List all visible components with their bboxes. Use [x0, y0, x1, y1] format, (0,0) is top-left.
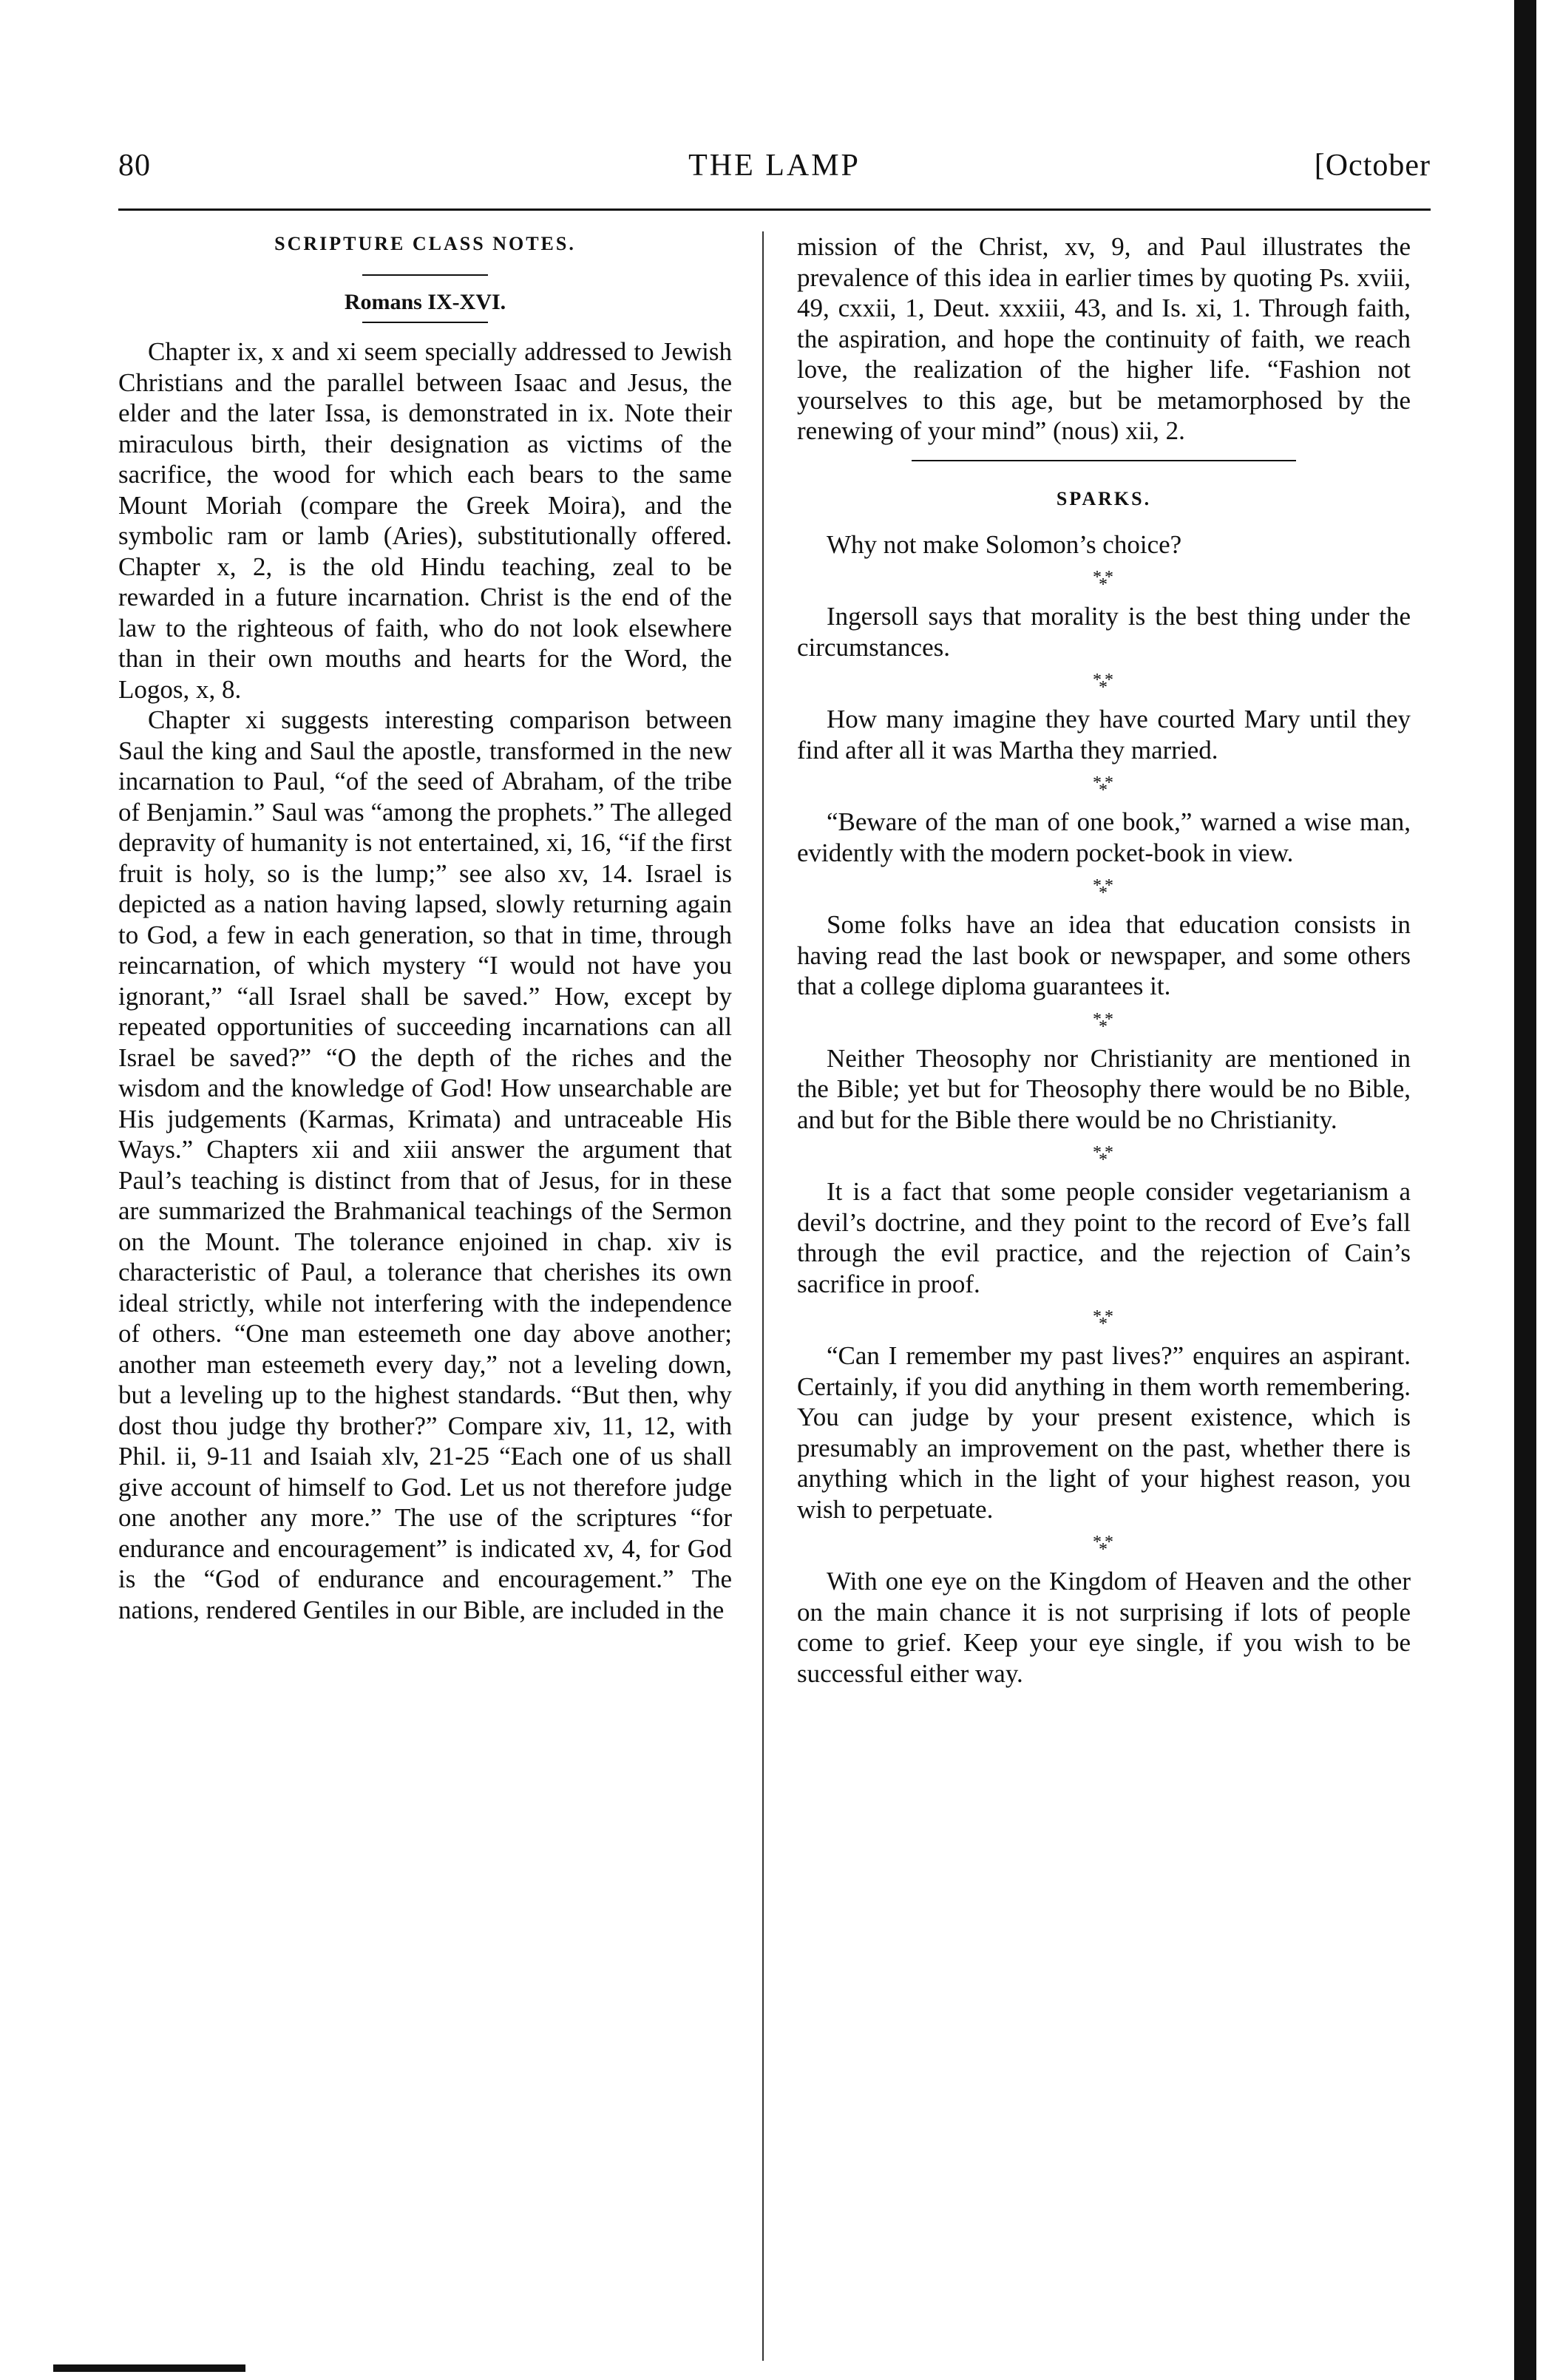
- bottom-edge-rule: [53, 2364, 245, 2372]
- paragraph: Chapter ix, x and xi seem specially addressed to Jewish Christians and the parallel between Isaac and Jesus, the elder and the later Issa, is demonstrated in ix. Note their miraculous birth, their designation as victims of the sacrifice, the wood for which each bears to the same Mount Moriah (compare the Greek Moira), and the symbolic ram or lamb (Aries), substitutionally offered. Chapter x, 2, is the old Hindu teaching, zeal to be rewarded in a future incarnation. Christ is the end of the law to the righteous of faith, who do not look elsewhere than in their own mouths and hearts for the Word, the Logos, x, 8.: [118, 337, 732, 704]
- section-subheading-romans: Romans IX-XVI.: [344, 290, 506, 314]
- asterism-separator: ***: [1093, 876, 1115, 903]
- spark-item: [797, 909, 1411, 1002]
- issue-month: [October: [1314, 149, 1431, 183]
- spark-text: With one eye on the Kingdom of Heaven and the other on the main chance it is not surprising if lots of people come to grief. Keep your eye single, if you wish to be successful either way.: [797, 1567, 1411, 1688]
- spark-item: [797, 704, 1411, 765]
- asterism-separator: ***: [1093, 1533, 1115, 1559]
- right-column: [797, 231, 1411, 1689]
- spark-text: “Can I remember my past lives?” enquires an aspirant. Certainly, if you did anything in them worth remembering. You can judge by your present existence, which is presumably an improvement on the past, whether there is anything which in the light of your highest reason, you wish to perpetuate.: [797, 1341, 1411, 1524]
- asterism-separator: ***: [1093, 1143, 1115, 1170]
- heading-rule: [362, 274, 488, 276]
- spark-text: “Beware of the man of one book,” warned a wise man, evidently with the modern pocket-book in view.: [797, 807, 1411, 867]
- spark-text: How many imagine they have courted Mary until they find after all it was Martha they married.: [797, 705, 1411, 764]
- spark-item: [797, 1340, 1411, 1525]
- spark-item: [797, 807, 1411, 868]
- section-heading-scripture: SCRIPTURE CLASS NOTES.: [274, 233, 576, 254]
- journal-title: THE LAMP: [688, 149, 861, 183]
- section-heading-sparks: SPARKS.: [1056, 487, 1152, 509]
- spark-text: Ingersoll says that morality is the best thing under the circumstances.: [797, 602, 1411, 662]
- asterism-separator: ***: [1093, 1009, 1115, 1037]
- subheading-rule: [362, 322, 488, 323]
- asterism-separator: ***: [1093, 773, 1115, 800]
- spark-item: [797, 601, 1411, 662]
- section-rule: [912, 460, 1296, 461]
- paragraph: Chapter xi suggests interesting comparison between Saul the king and Saul the apostle, transformed in the new incarnation to Paul, “of the seed of Abraham, of the tribe of Benjamin.” Saul was “among the prophets.” The alleged depravity of humanity is not entertained, xi, 16, “if the first fruit is holy, so is the lump;” see also xv, 14. Israel is depicted as a nation having lapsed, slowly returning again to God, a few in each generation, so that in time, through reincarnation, of which mystery “I would not have you ignorant,” “all Israel shall be saved.” How, except by repeated opportunities of succeeding incarnations can all Israel be saved?” “O the depth of the riches and the wisdom and the knowledge of God! How unsearchable are His judgements (Karmas, Krimata) and untraceable His Ways.” Chapters xii and xiii answer the argument that Paul’s teaching is distinct from that of Jesus, for in these are summarized the Brahmanical teachings of the Sermon on the Mount. The tolerance enjoined in chap. xiv is characteristic of Paul, a tolerance that cherishes its own ideal strictly, while not interfering with the independence of others. “One man esteemeth one day above another; another man esteemeth every day,” not a leveling down, but a leveling up to the highest standards. “But then, why dost thou judge thy brother?” Compare xiv, 11, 12, with Phil. ii, 9-11 and Isaiah xlv, 21-25 “Each one of us shall give account of himself to God. Let us not therefore judge one another any more.” The use of the scriptures “for endurance and encouragement” is indicated xv, 4, for God is the “God of endurance and encouragement.” The nations, rendered Gentiles in our Bible, are included in the: [118, 705, 732, 1624]
- asterism-separator: ***: [1093, 671, 1115, 697]
- spark-item: [797, 1176, 1411, 1299]
- spark-text: Neither Theosophy nor Christianity are mentioned in the Bible; yet but for Theosophy there would be no Bible, and but for the Bible there would be no Christianity.: [797, 1043, 1411, 1134]
- spark-text: It is a fact that some people consider vegetarianism a devil’s doctrine, and they point to the record of Eve’s fall through the evil practice, and the rejection of Cain’s sacrifice in proof.: [797, 1177, 1411, 1298]
- spark-item: [797, 1566, 1411, 1689]
- page-number: 80: [118, 149, 151, 183]
- column-divider: [762, 231, 764, 2361]
- asterism-separator: ***: [1093, 1307, 1115, 1334]
- spark-item: [797, 1043, 1411, 1136]
- left-column: [118, 231, 732, 1625]
- spark-item: [797, 529, 1411, 560]
- asterism-separator: ***: [1093, 568, 1115, 594]
- scan-edge-bar: [1514, 0, 1536, 2380]
- running-head: [118, 148, 1431, 192]
- paragraph-continuation: mission of the Christ, xv, 9, and Paul illustrates the prevalence of this idea in earlier times by quoting Ps. xviii, 49, cxxii, 1, Deut. xxxiii, 43, and Is. xi, 1. Through faith, the aspiration, and hope the continuity of faith, we reach love, the realization of the higher life. “Fashion not yourselves to this age, but be metamorphosed by the renewing of your mind” (nous) xii, 2.: [797, 232, 1411, 445]
- header-rule: [118, 208, 1431, 211]
- page: [118, 148, 1431, 1688]
- spark-text: Why not make Solomon’s choice?: [827, 529, 1182, 559]
- spark-text: Some folks have an idea that education consists in having read the last book or newspaper, and some others that a college diploma guarantees it.: [797, 910, 1411, 1000]
